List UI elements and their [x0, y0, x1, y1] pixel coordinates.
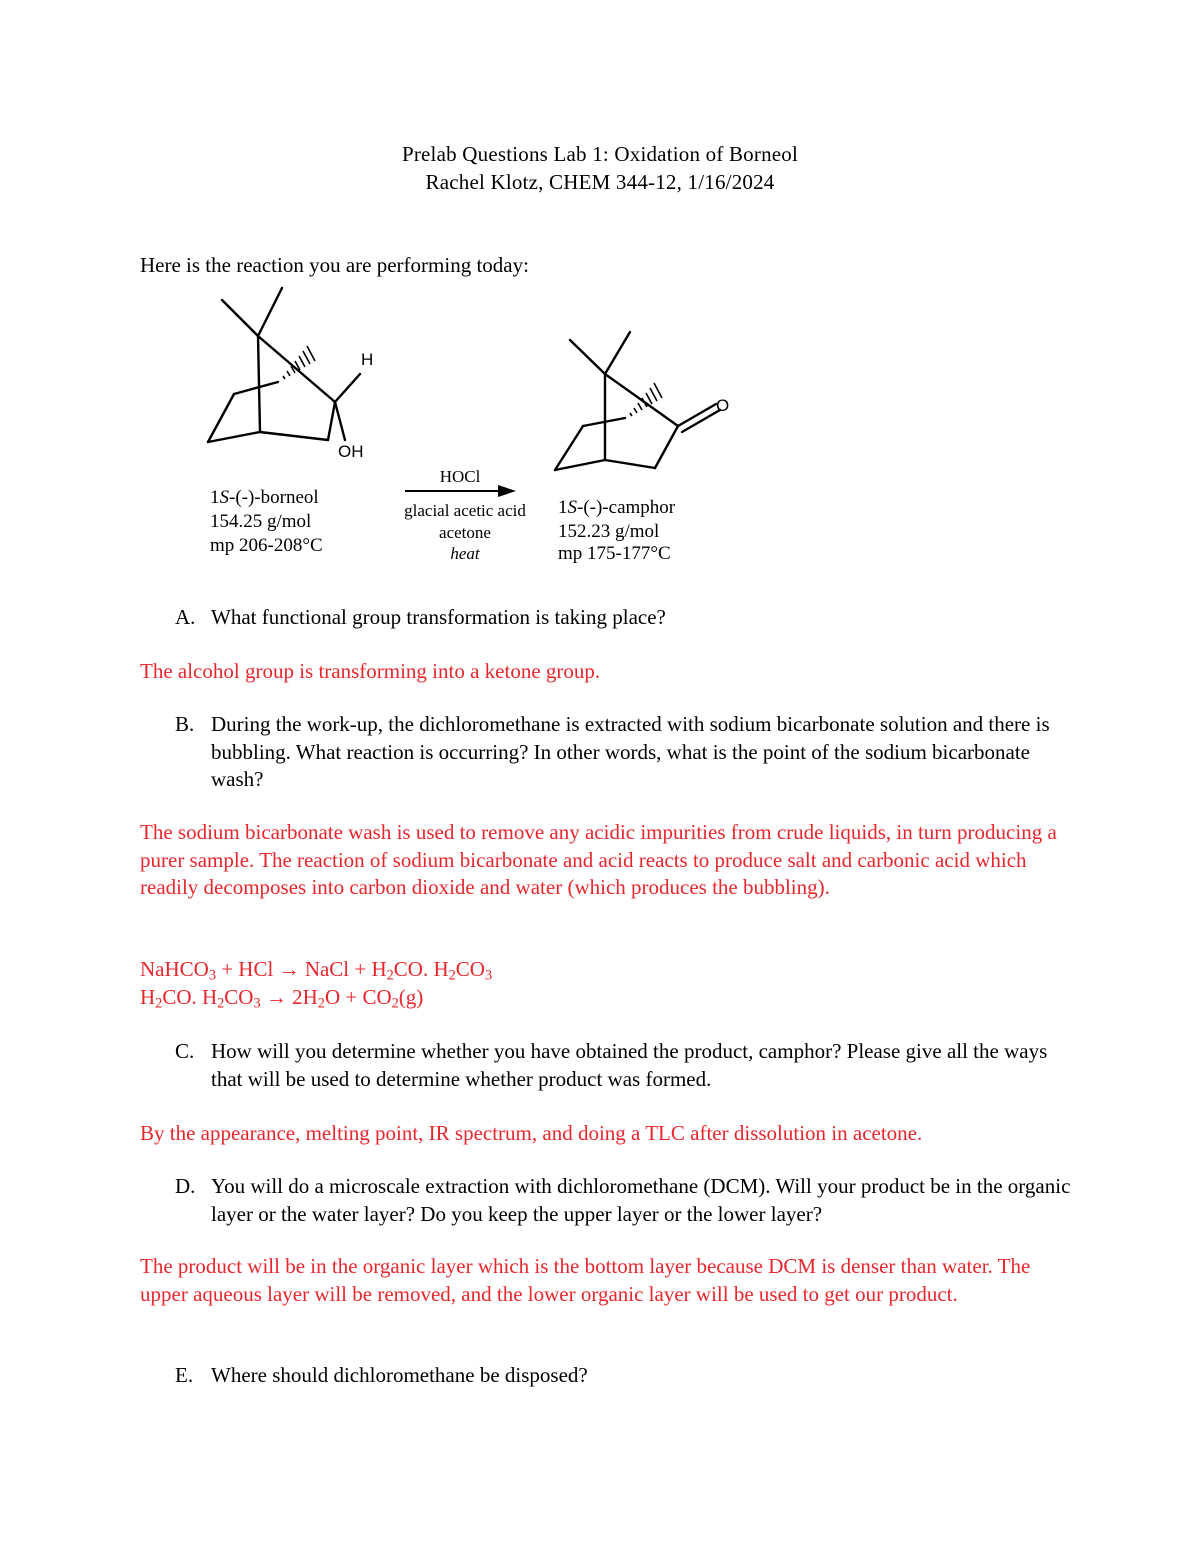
question-letter: D. — [175, 1174, 196, 1198]
equation-1: NaHCO$_3$ + HCl → NaCl + $H_2CO$. $H_2CO_3$ — [140, 957, 493, 984]
question-e — [175, 1362, 1075, 1390]
question-a — [175, 604, 1075, 632]
question-text: During the work-up, the dichloromethane is extracted with sodium bicarbonate solution and there is bubbling. What reaction is occurring? In other words, what is the point of the sodium bicarbonate wash? — [211, 712, 1050, 791]
question-c — [175, 1038, 1075, 1093]
solvent-acetic-acid: glacial acetic acid — [404, 501, 526, 520]
reaction-scheme — [180, 280, 760, 570]
camphor-structure — [555, 332, 720, 470]
borneol-name: 1S-(-)-borneol — [210, 487, 319, 508]
reagent-label: HOCl — [439, 467, 481, 486]
question-text: You will do a microscale extraction with dichloromethane (DCM). Will your product be in the organic layer or the water layer? Do you keep the upper layer or the lower layer? — [211, 1174, 1071, 1226]
question-b — [175, 711, 1075, 794]
answer-b: The sodium bicarbonate wash is used to remove any acidic impurities from crude liquids, in turn producing a purer sample. The reaction of sodium bicarbonate and acid reacts to produce salt and carbonic acid which readily decomposes into carbon dioxide and water (which produces the bubbling). — [140, 820, 1057, 899]
answer-c: By the appearance, melting point, IR spectrum, and doing a TLC after dissolution in acetone. — [140, 1121, 923, 1145]
question-text: How will you determine whether you have obtained the product, camphor? Please give all the ways that will be used to determine whether product was formed. — [211, 1039, 1048, 1091]
question-text: Where should dichloromethane be disposed? — [211, 1363, 588, 1387]
camphor-mp: mp 175-177°C — [558, 543, 671, 564]
borneol-h-label: H — [361, 350, 374, 369]
reaction-arrowhead — [498, 485, 516, 497]
author-line: Rachel Klotz, CHEM 344-12, 1/16/2024 — [425, 170, 775, 194]
camphor-o-label: O — [716, 396, 730, 415]
borneol-structure — [208, 288, 360, 442]
solvent-acetone: acetone — [439, 523, 491, 542]
borneol-mw: 154.25 g/mol — [210, 511, 312, 532]
question-letter: C. — [175, 1039, 195, 1063]
document-title: Prelab Questions Lab 1: Oxidation of Borneol — [401, 142, 799, 166]
equation-2: $H_2CO$. $H_2CO_3 \to 2H_2O + CO_2(g)$ — [140, 985, 424, 1012]
camphor-name: 1S-(-)-camphor — [558, 497, 676, 518]
answer-d: The product will be in the organic layer which is the bottom layer because DCM is denser than water. The upper aqueous layer will be removed, and the lower organic layer will be used to get our product. — [140, 1254, 1031, 1306]
heat-label: heat — [450, 544, 480, 563]
camphor-mw: 152.23 g/mol — [558, 521, 660, 542]
question-d — [175, 1173, 1075, 1228]
question-letter: B. — [175, 712, 195, 736]
borneol-oh-label: OH — [338, 442, 364, 461]
intro-text: Here is the reaction you are performing today: — [140, 253, 529, 277]
question-text: What functional group transformation is taking place? — [211, 605, 666, 629]
answer-a: The alcohol group is transforming into a ketone group. — [140, 659, 601, 683]
question-letter: E. — [175, 1363, 194, 1387]
borneol-mp: mp 206-208°C — [210, 535, 323, 556]
question-letter: A. — [175, 605, 196, 629]
